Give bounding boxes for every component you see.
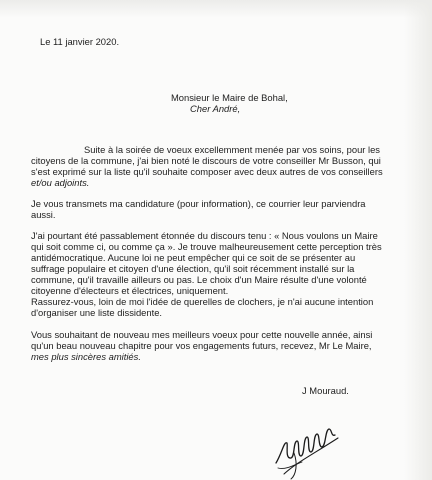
paragraph-3-line-5: commune, qu'il travaille ailleurs ou pas. Le choix d'un Maire résulte d'une volonté: [31, 274, 367, 285]
handwritten-signature: [272, 408, 344, 480]
paragraph-1-line-3: s'est exprimé sur la liste qu'il souhaite composer avec deux autres de vos conseillers: [31, 166, 383, 177]
paragraph-3-line-7: Rassurez-vous, loin de moi l'idée de querelles de clochers, je n'ai aucune intention: [31, 296, 374, 307]
page-shadow-right: [404, 0, 432, 480]
paragraph-2-line-1: Je vous transmets ma candidature (pour information), ce courrier leur parviendra: [31, 198, 366, 209]
signatory-name: J Mouraud.: [302, 385, 349, 396]
recipient-greeting: Cher André,: [190, 103, 241, 114]
paragraph-3-line-3: antidémocratique. Aucune loi ne peut empêcher qui ce soit de se présenter au: [31, 252, 356, 263]
paragraph-1-line-1: Suite à la soirée de voeux excellemment menée par vos soins, pour les: [84, 144, 380, 155]
letter-date: Le 11 janvier 2020.: [40, 36, 120, 47]
paragraph-3-line-6: citoyenne d'électeurs et électrices, uniquement.: [31, 285, 229, 296]
page-shadow-top: [0, 0, 432, 18]
paragraph-3-line-8: d'organiser une liste dissidente.: [31, 307, 163, 318]
paragraph-4-line-3: mes plus sincères amitiés.: [31, 351, 141, 362]
paragraph-3-line-1: J'ai pourtant été passablement étonnée du discours tenu : « Nous voulons un Maire: [31, 230, 378, 241]
paragraph-2-line-2: aussi.: [31, 209, 56, 220]
paragraph-1-line-2: citoyens de la commune, j'ai bien noté le discours de votre conseiller Mr Busson, qui: [31, 155, 381, 166]
recipient-title: Monsieur le Maire de Bohal,: [171, 92, 288, 103]
paragraph-3-line-2: qui soit comme ci, ou comme ça ». Je trouve malheureusement cette perception très: [31, 241, 382, 252]
paragraph-1-line-4: et/ou adjoints.: [31, 177, 90, 188]
paragraph-3-line-4: suffrage populaire et citoyen d'une élection, qu'il soit récemment installé sur la: [31, 263, 355, 274]
paragraph-4-line-1: Vous souhaitant de nouveau mes meilleurs voeux pour cette nouvelle année, ainsi: [31, 329, 373, 340]
paragraph-4-line-2: qu'un beau nouveau chapitre pour vos engagements futurs, recevez, Mr Le Maire,: [31, 340, 372, 351]
